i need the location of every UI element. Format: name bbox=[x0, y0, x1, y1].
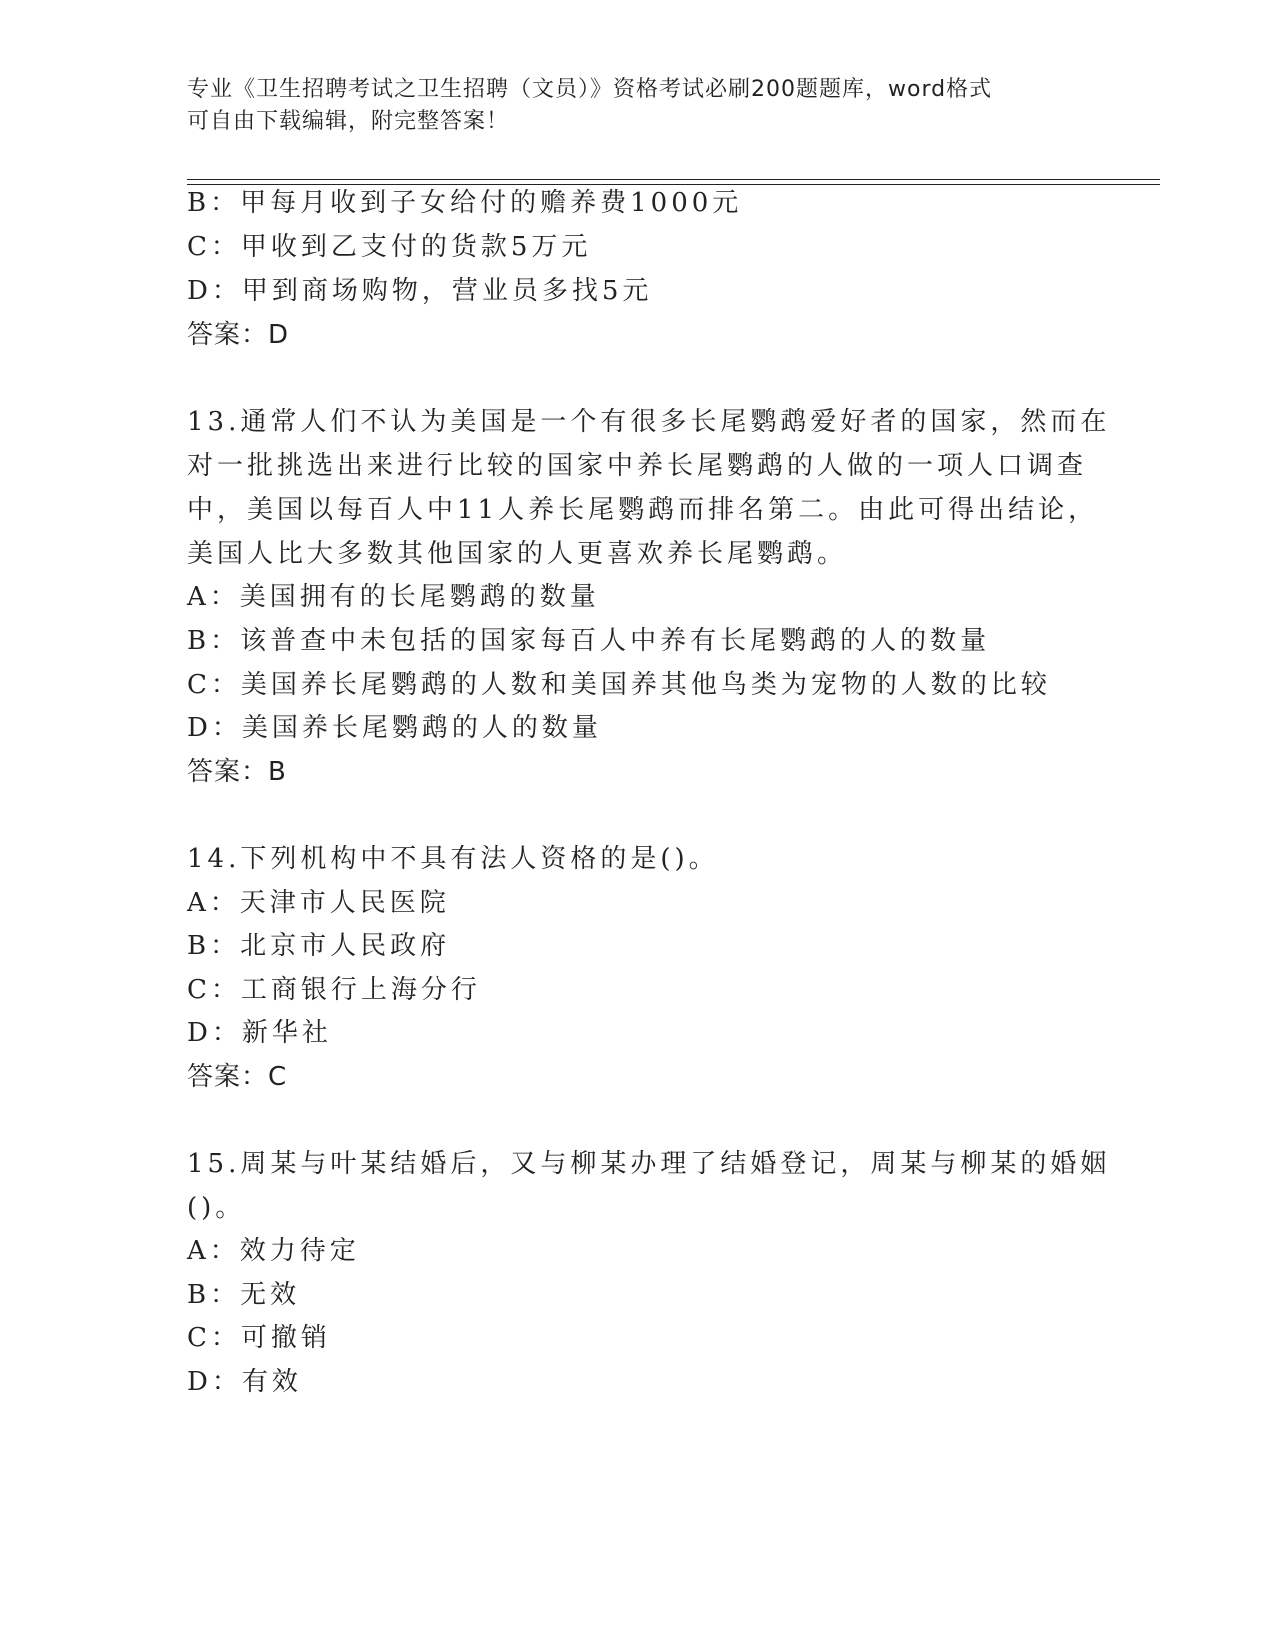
q13-option-d: D：美国养长尾鹦鹉的人的数量 bbox=[187, 713, 602, 743]
q13-answer: 答案：B bbox=[187, 757, 287, 787]
q14-option-d: D：新华社 bbox=[187, 1018, 332, 1048]
header-title-line-1: 专业《卫生招聘考试之卫生招聘（文员）》资格考试必刷200题题库，word格式 bbox=[187, 77, 993, 102]
q13-option-c: C：美国养长尾鹦鹉的人数和美国养其他鸟类为宠物的人数的比较 bbox=[187, 670, 1051, 700]
q13-stem-line-4: 美国人比大多数其他国家的人更喜欢养长尾鹦鹉。 bbox=[187, 539, 848, 569]
q13-option-a: A：美国拥有的长尾鹦鹉的数量 bbox=[187, 582, 600, 612]
q12-option-d: D：甲到商场购物，营业员多找5元 bbox=[187, 276, 653, 306]
q15-option-a: A：效力待定 bbox=[187, 1236, 360, 1266]
q14-option-c: C：工商银行上海分行 bbox=[187, 975, 481, 1005]
q13-stem-line-3: 中，美国以每百人中11人养长尾鹦鹉而排名第二。由此可得出结论， bbox=[187, 495, 1099, 525]
document-header bbox=[187, 74, 1087, 138]
q15-stem-line-2: ()。 bbox=[187, 1193, 246, 1223]
q15-option-d: D：有效 bbox=[187, 1367, 302, 1397]
q15-option-c: C：可撤销 bbox=[187, 1323, 331, 1353]
header-title-line-2: 可自由下载编辑，附完整答案！ bbox=[187, 109, 510, 134]
q14-option-b: B：北京市人民政府 bbox=[187, 931, 451, 961]
q14-answer: 答案：C bbox=[187, 1062, 288, 1092]
q15-option-b: B：无效 bbox=[187, 1280, 301, 1310]
header-divider-top bbox=[187, 179, 1160, 180]
q13-stem-line-1: 13.通常人们不认为美国是一个有很多长尾鹦鹉爱好者的国家，然而在 bbox=[187, 407, 1111, 437]
q13-option-b: B：该普查中未包括的国家每百人中养有长尾鹦鹉的人的数量 bbox=[187, 626, 991, 656]
q12-option-c: C：甲收到乙支付的货款5万元 bbox=[187, 232, 592, 262]
q15-stem-line-1: 15.周某与叶某结婚后，又与柳某办理了结婚登记，周某与柳某的婚姻 bbox=[187, 1149, 1111, 1179]
q12-option-b: B：甲每月收到子女给付的赡养费1000元 bbox=[187, 188, 743, 218]
q14-stem: 14.下列机构中不具有法人资格的是()。 bbox=[187, 844, 719, 874]
q13-stem-line-2: 对一批挑选出来进行比较的国家中养长尾鹦鹉的人做的一项人口调查 bbox=[187, 451, 1088, 481]
q14-option-a: A：天津市人民医院 bbox=[187, 888, 450, 918]
q12-answer: 答案：D bbox=[187, 320, 290, 350]
header-divider-bottom bbox=[187, 184, 1160, 185]
